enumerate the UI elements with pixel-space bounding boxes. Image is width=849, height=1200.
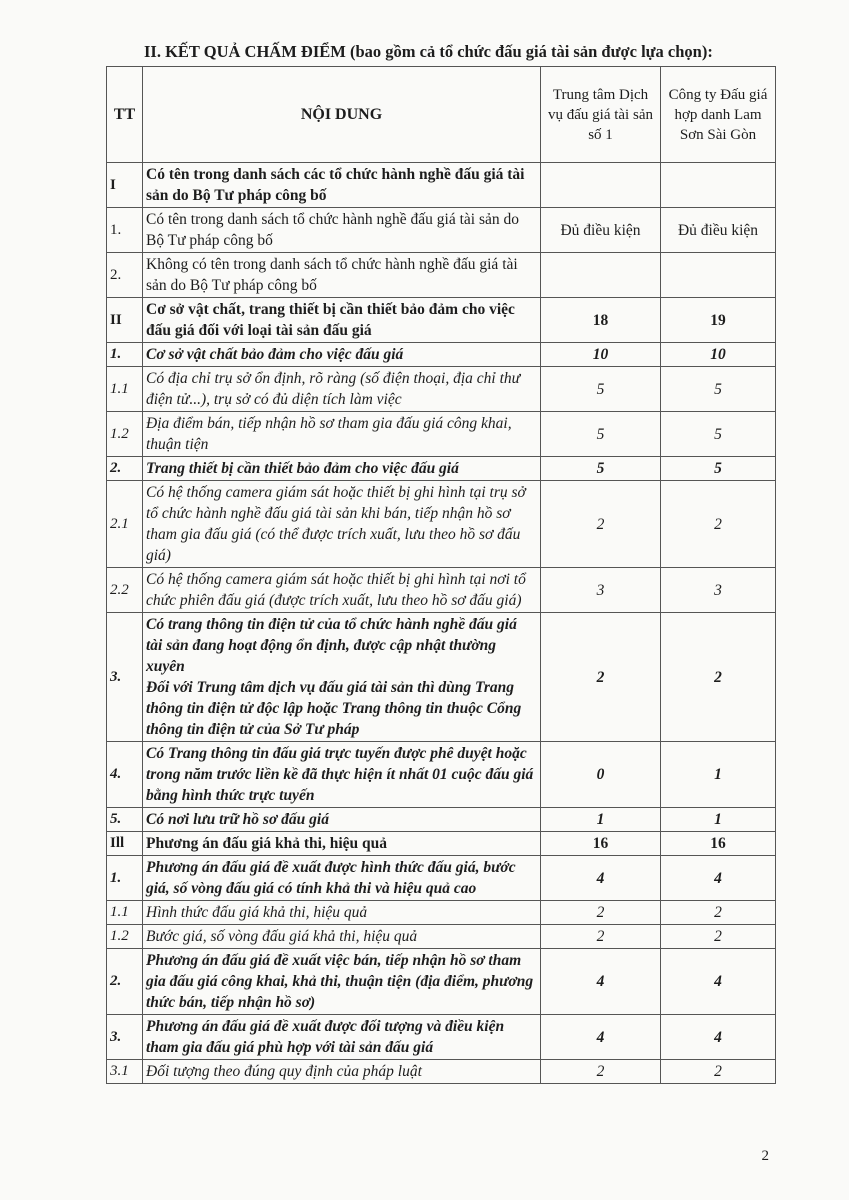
row-score-org-1: 16 xyxy=(541,832,661,856)
row-tt: 2.2 xyxy=(107,568,143,613)
row-score-org-2 xyxy=(661,163,776,208)
row-score-org-2: 4 xyxy=(661,949,776,1015)
table-row xyxy=(107,568,776,613)
row-content xyxy=(143,1015,541,1060)
row-content-text: Có hệ thống camera giám sát hoặc thiết bị ghi hình tại nơi tổ chức phiên đấu giá (được trích xuất, lưu theo hồ sơ đấu giá) xyxy=(146,571,526,609)
header-content: NỘI DUNG xyxy=(143,67,541,163)
row-content xyxy=(143,856,541,901)
row-content xyxy=(143,742,541,808)
row-score-org-2 xyxy=(661,253,776,298)
table-row xyxy=(107,367,776,412)
row-score-org-2: 2 xyxy=(661,925,776,949)
table-row xyxy=(107,856,776,901)
row-tt: 1. xyxy=(107,856,143,901)
table-row xyxy=(107,457,776,481)
row-score-org-2: 5 xyxy=(661,412,776,457)
table-body xyxy=(107,163,776,1084)
row-tt: 1. xyxy=(107,208,143,253)
row-tt: 1.2 xyxy=(107,925,143,949)
row-content-text: Đối tượng theo đúng quy định của pháp luật xyxy=(146,1063,422,1080)
row-tt: 4. xyxy=(107,742,143,808)
table-row xyxy=(107,253,776,298)
table-row xyxy=(107,163,776,208)
row-score-org-1: 4 xyxy=(541,856,661,901)
row-score-org-2: 5 xyxy=(661,457,776,481)
row-score-org-2: 19 xyxy=(661,298,776,343)
table-row xyxy=(107,1060,776,1084)
row-tt: 1.1 xyxy=(107,901,143,925)
row-content-text: Phương án đấu giá đề xuất được hình thức đấu giá, bước giá, số vòng đấu giá có tính khả thi và hiệu quả cao xyxy=(146,859,516,897)
row-content-text: Có Trang thông tin đấu giá trực tuyến được phê duyệt hoặc trong năm trước liền kề đã thực hiện ít nhất 01 cuộc đấu giá bằng hình thức trực tuyến xyxy=(146,745,534,804)
row-tt: 1.2 xyxy=(107,412,143,457)
row-content xyxy=(143,925,541,949)
row-score-org-2: 5 xyxy=(661,367,776,412)
row-content-text: Có tên trong danh sách các tổ chức hành nghề đấu giá tài sản do Bộ Tư pháp công bố xyxy=(146,166,525,204)
table-row xyxy=(107,208,776,253)
header-org-1: Trung tâm Dịch vụ đấu giá tài sản số 1 xyxy=(541,67,661,163)
row-tt: 2. xyxy=(107,253,143,298)
table-header-row xyxy=(107,67,776,163)
row-score-org-1: 4 xyxy=(541,1015,661,1060)
row-score-org-2: 2 xyxy=(661,481,776,568)
row-score-org-1 xyxy=(541,253,661,298)
row-content xyxy=(143,949,541,1015)
row-score-org-1: 2 xyxy=(541,481,661,568)
row-content-text: Địa điểm bán, tiếp nhận hồ sơ tham gia đấu giá công khai, thuận tiện xyxy=(146,415,512,453)
row-score-org-1: 10 xyxy=(541,343,661,367)
row-tt: 2.1 xyxy=(107,481,143,568)
row-score-org-2: 1 xyxy=(661,742,776,808)
row-score-org-2: 10 xyxy=(661,343,776,367)
row-content xyxy=(143,298,541,343)
row-content xyxy=(143,253,541,298)
row-content xyxy=(143,343,541,367)
row-content-text: Phương án đấu giá đề xuất việc bán, tiếp nhận hồ sơ tham gia đấu giá công khai, khả thi, thuận tiện (địa điểm, phương thức bán, tiếp nhận hồ sơ) xyxy=(146,952,534,1011)
row-score-org-1: 4 xyxy=(541,949,661,1015)
row-tt: 3. xyxy=(107,613,143,742)
row-content xyxy=(143,208,541,253)
row-score-org-1: 2 xyxy=(541,925,661,949)
table-row xyxy=(107,901,776,925)
row-content-text: Cơ sở vật chất bảo đảm cho việc đấu giá xyxy=(146,346,404,363)
row-content-text: Có tên trong danh sách tổ chức hành nghề đấu giá tài sản do Bộ Tư pháp công bố xyxy=(146,211,519,249)
row-content-text: Bước giá, số vòng đấu giá khả thi, hiệu quả xyxy=(146,928,418,945)
row-content xyxy=(143,901,541,925)
row-score-org-1: 5 xyxy=(541,457,661,481)
row-tt: 1.1 xyxy=(107,367,143,412)
row-score-org-1: 2 xyxy=(541,1060,661,1084)
row-score-org-2: 2 xyxy=(661,901,776,925)
row-content xyxy=(143,367,541,412)
row-content xyxy=(143,613,541,742)
table-row xyxy=(107,1015,776,1060)
row-tt: 5. xyxy=(107,808,143,832)
row-content-text: Cơ sở vật chất, trang thiết bị cần thiết bảo đảm cho việc đấu giá đối với loại tài sản đấu giá xyxy=(146,301,515,339)
row-score-org-1: 1 xyxy=(541,808,661,832)
row-tt: 2. xyxy=(107,949,143,1015)
header-org-2: Công ty Đấu giá hợp danh Lam Sơn Sài Gòn xyxy=(661,67,776,163)
row-score-org-2: 3 xyxy=(661,568,776,613)
table-row xyxy=(107,481,776,568)
table-row xyxy=(107,613,776,742)
row-content-text: Có trang thông tin điện tử của tổ chức hành nghề đấu giá tài sản đang hoạt động ổn định, được cập nhật thường xuyên xyxy=(146,616,517,675)
row-content xyxy=(143,568,541,613)
row-score-org-1: 18 xyxy=(541,298,661,343)
row-score-org-2: 4 xyxy=(661,1015,776,1060)
row-content-text: Phương án đấu giá khả thi, hiệu quả xyxy=(146,835,388,852)
row-score-org-1: 5 xyxy=(541,367,661,412)
table-row xyxy=(107,343,776,367)
table-row xyxy=(107,832,776,856)
header-tt: TT xyxy=(107,67,143,163)
row-tt: 2. xyxy=(107,457,143,481)
row-content-text: Có địa chỉ trụ sở ổn định, rõ ràng (số điện thoại, địa chỉ thư điện tử...), trụ sở có đủ diện tích làm việc xyxy=(146,370,521,408)
row-score-org-2: Đủ điều kiện xyxy=(661,208,776,253)
row-score-org-1 xyxy=(541,163,661,208)
row-score-org-2: 1 xyxy=(661,808,776,832)
row-tt: II xyxy=(107,298,143,343)
table-row xyxy=(107,808,776,832)
table-row xyxy=(107,949,776,1015)
row-content-text: Có hệ thống camera giám sát hoặc thiết bị ghi hình tại trụ sở tổ chức hành nghề đấu giá tài sản khi bán, tiếp nhận hồ sơ tham gia đấu giá (có thể được trích xuất, lưu theo hồ sơ đấu giá) xyxy=(146,484,526,564)
row-content-text: Trang thiết bị cần thiết bảo đảm cho việc đấu giá xyxy=(146,460,459,477)
row-content xyxy=(143,1060,541,1084)
row-content-text: Có nơi lưu trữ hồ sơ đấu giá xyxy=(146,811,329,828)
row-content-text: Phương án đấu giá đề xuất được đối tượng và điều kiện tham gia đấu giá phù hợp với tài sản đấu giá xyxy=(146,1018,505,1056)
row-content-text: Hình thức đấu giá khả thi, hiệu quả xyxy=(146,904,368,921)
row-score-org-1: 3 xyxy=(541,568,661,613)
row-content xyxy=(143,481,541,568)
table-row xyxy=(107,742,776,808)
row-content xyxy=(143,412,541,457)
row-tt: 3.1 xyxy=(107,1060,143,1084)
row-tt: 3. xyxy=(107,1015,143,1060)
row-tt: Ill xyxy=(107,832,143,856)
table-row xyxy=(107,925,776,949)
row-content xyxy=(143,832,541,856)
section-heading: II. KẾT QUẢ CHẤM ĐIỂM (bao gồm cả tổ chức đấu giá tài sản được lựa chọn): xyxy=(144,42,713,61)
row-score-org-1: 0 xyxy=(541,742,661,808)
row-score-org-1: Đủ điều kiện xyxy=(541,208,661,253)
row-content xyxy=(143,808,541,832)
table-row xyxy=(107,412,776,457)
row-score-org-2: 4 xyxy=(661,856,776,901)
row-score-org-1: 2 xyxy=(541,613,661,742)
row-score-org-2: 2 xyxy=(661,613,776,742)
row-tt: I xyxy=(107,163,143,208)
row-score-org-2: 16 xyxy=(661,832,776,856)
row-score-org-2: 2 xyxy=(661,1060,776,1084)
table-row xyxy=(107,298,776,343)
row-score-org-1: 5 xyxy=(541,412,661,457)
row-content-text: Không có tên trong danh sách tổ chức hành nghề đấu giá tài sản do Bộ Tư pháp công bố xyxy=(146,256,518,294)
page-number: 2 xyxy=(761,1148,769,1164)
score-table xyxy=(106,66,776,1084)
row-content xyxy=(143,163,541,208)
row-content-note: Đối với Trung tâm dịch vụ đấu giá tài sản thì dùng Trang thông tin điện tử độc lập hoặc Trang thông tin thuộc Cổng thông tin điện tử của Sở Tư pháp xyxy=(146,679,522,738)
row-score-org-1: 2 xyxy=(541,901,661,925)
row-content xyxy=(143,457,541,481)
row-tt: 1. xyxy=(107,343,143,367)
